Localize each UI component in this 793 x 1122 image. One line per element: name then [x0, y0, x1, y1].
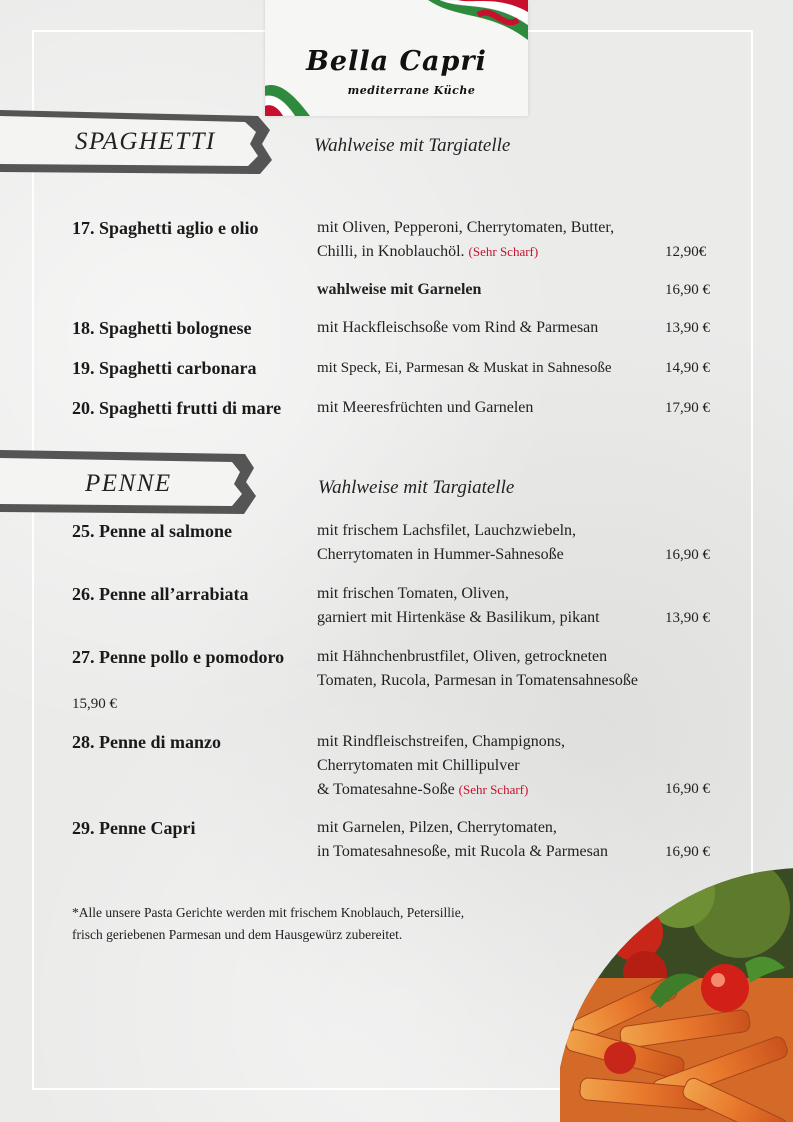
restaurant-tagline: mediterrane Küche	[347, 84, 476, 97]
dish-description: mit Hackfleischsoße vom Rind & Parmesan	[317, 319, 599, 336]
dish-price: 14,90 €	[665, 360, 710, 376]
hot-label: (Sehr Scharf)	[468, 244, 539, 259]
dish-description: mit Meeresfrüchten und Garnelen	[317, 399, 534, 416]
section-note-penne: Wahlweise mit Targiatelle	[318, 477, 515, 498]
dish-extra-price: 16,90 €	[665, 282, 710, 298]
dish-description: mit Rindfleischstreifen, Champignons, Cherrytomaten mit Chillipulver & Tomatesahne-Soße (Sehr Scharf)	[317, 733, 565, 798]
dish-name: 18. Spaghetti bolognese	[72, 318, 252, 338]
section-note-spaghetti: Wahlweise mit Targiatelle	[314, 135, 511, 156]
dish-description: mit frischen Tomaten, Oliven, garniert mit Hirtenkäse & Basilikum, pikant	[317, 585, 600, 626]
dish-price: 16,90 €	[665, 547, 710, 563]
dish-price: 13,90 €	[665, 610, 710, 626]
dish-price: 16,90 €	[665, 844, 710, 860]
dish-price: 17,90 €	[665, 400, 710, 416]
dish-description: mit Hähnchenbrustfilet, Oliven, getrockneten Tomaten, Rucola, Parmesan in Tomatensahnesoße	[317, 648, 638, 689]
pasta-dish-image	[560, 868, 793, 1122]
logo-card	[265, 0, 528, 116]
dish-name: 25. Penne al salmone	[72, 521, 232, 541]
dish-extra-option: wahlweise mit Garnelen	[317, 281, 482, 298]
dish-name: 19. Spaghetti carbonara	[72, 358, 257, 378]
dish-name: 27. Penne pollo e pomodoro	[72, 647, 285, 667]
restaurant-name: Bella Capri	[306, 46, 487, 77]
dish-price: 13,90 €	[665, 320, 710, 336]
dish-name: 20. Spaghetti frutti di mare	[72, 398, 282, 418]
dish-description: mit frischem Lachsfilet, Lauchzwiebeln, Cherrytomaten in Hummer-Sahnesoße	[317, 522, 577, 563]
dish-description: mit Garnelen, Pilzen, Cherrytomaten, in Tomatesahnesoße, mit Rucola & Parmesan	[317, 819, 608, 860]
dish-price: 15,90 €	[72, 696, 117, 712]
footnote: *Alle unsere Pasta Gerichte werden mit frischem Knoblauch, Petersillie, frisch geriebenen Parmesan und dem Hausgewürz zubereitet.	[72, 905, 465, 942]
dish-description: mit Speck, Ei, Parmesan & Muskat in Sahnesoße	[317, 360, 612, 376]
dish-description: mit Oliven, Pepperoni, Cherrytomaten, Butter, Chilli, in Knoblauchöl. (Sehr Scharf)	[317, 219, 615, 260]
section-title-penne: PENNE	[85, 470, 172, 497]
dish-name: 26. Penne all’arrabiata	[72, 584, 249, 604]
hot-label: (Sehr Scharf)	[458, 782, 529, 797]
section-title-spaghetti: SPAGHETTI	[75, 128, 216, 155]
dish-price: 16,90 €	[665, 781, 710, 797]
dish-name: 28. Penne di manzo	[72, 732, 222, 752]
dish-price: 12,90€	[665, 244, 707, 260]
dish-name: 17. Spaghetti aglio e olio	[72, 218, 259, 238]
dish-name: 29. Penne Capri	[72, 818, 196, 838]
